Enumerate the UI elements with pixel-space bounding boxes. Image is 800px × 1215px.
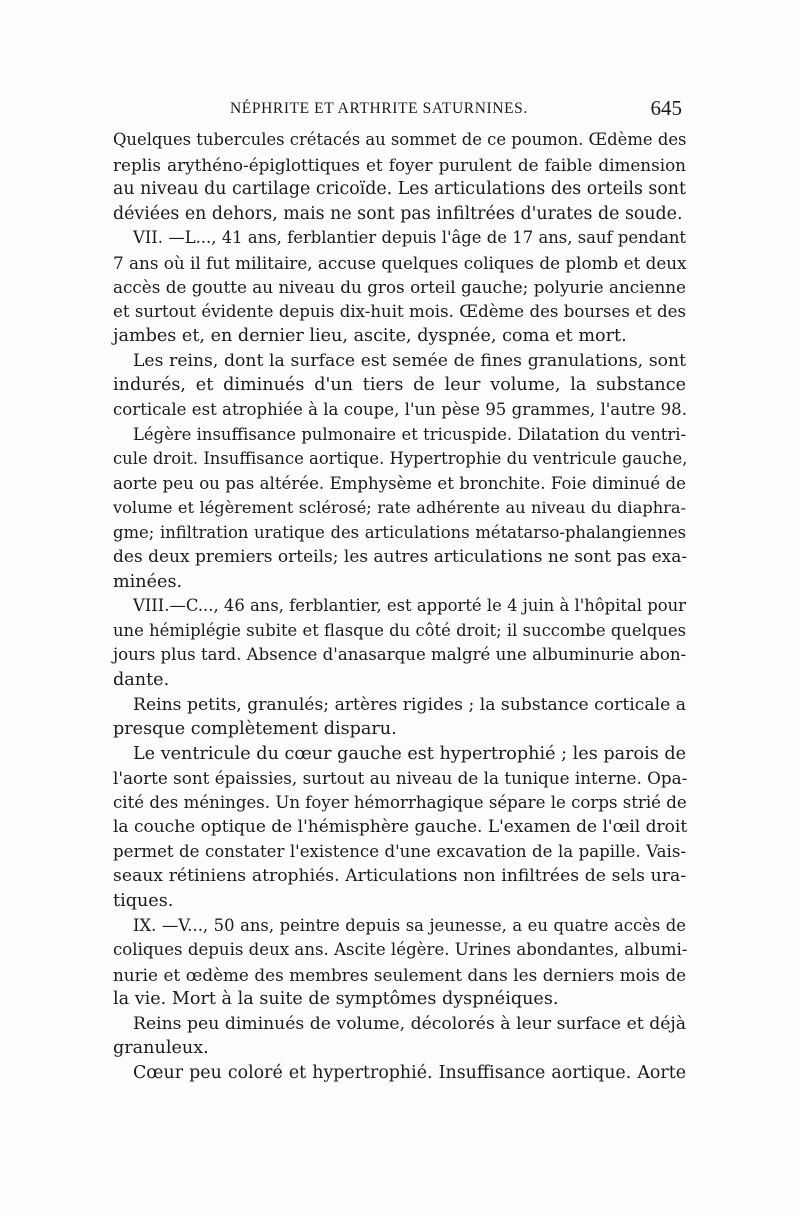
text-line: tiques. (113, 890, 174, 911)
text-line: et surtout évidente depuis dix-huit mois. Œdème des bourses et des (113, 301, 686, 321)
text-line: Cœur peu coloré et hypertrophié. Insuffisance aortique. Aorte (133, 1062, 686, 1083)
text-line: une hémiplégie subite et flasque du côté droit; il succombe quelques (113, 620, 686, 640)
text-line: dante. (113, 670, 170, 691)
text-line: au niveau du cartilage cricoïde. Les articulations des orteils sont (113, 179, 686, 200)
page-number: 645 (650, 96, 682, 120)
text-line: corticale est atrophiée à la coupe, l'un pèse 95 grammes, l'autre 98. (113, 400, 687, 420)
text-line: 7 ans où il fut militaire, accuse quelques coliques de plomb et deux (113, 252, 687, 273)
text-line: des deux premiers orteils; les autres articulations ne sont pas exa- (113, 547, 688, 568)
text-line: déviées en dehors, mais ne sont pas infiltrées d'urates de soude. (113, 203, 683, 224)
text-line: la vie. Mort à la suite de symptômes dyspnéiques. (113, 989, 559, 1010)
text-line: Légère insuffisance pulmonaire et tricuspide. Dilatation du ventri- (133, 424, 686, 444)
text-line: seaux rétiniens atrophiés. Articulations non infiltrées de sels ura- (113, 866, 686, 887)
text-line: cité des méninges. Un foyer hémorrhagique sépare le corps strié de (113, 792, 687, 812)
text-line: permet de constater l'existence d'une excavation de la papille. Vais- (113, 841, 686, 861)
body-text (113, 128, 686, 1085)
text-line: nurie et œdème des membres seulement dans les derniers mois de (113, 964, 686, 985)
text-line: presque complètement disparu. (113, 719, 397, 740)
text-line: accès de goutte au niveau du gros orteil gauche; polyurie ancienne (113, 277, 686, 298)
text-line: cule droit. Insuffisance aortique. Hypertrophie du ventricule gauche, (113, 449, 688, 469)
text-line: Le ventricule du cœur gauche est hypertrophié ; les parois de (133, 743, 686, 764)
text-line: aorte peu ou pas altérée. Emphysème et bronchite. Foie diminué de (113, 473, 686, 493)
text-line: Reins petits, granulés; artères rigides ; la substance corticale a (133, 694, 686, 715)
text-line: la couche optique de l'hémisphère gauche. L'examen de l'œil droit (113, 817, 688, 838)
text-line: Les reins, dont la surface est semée de fines granulations, sont (133, 350, 686, 371)
text-line: Quelques tubercules crétacés au sommet de ce poumon. Œdème des (113, 130, 687, 149)
running-title: NÉPHRITE ET ARTHRITE SATURNINES. (230, 100, 528, 117)
text-line: l'aorte sont épaissies, surtout au niveau de la tunique interne. Opa- (113, 768, 688, 789)
text-line: coliques depuis deux ans. Ascite légère. Urines abondantes, albumi- (113, 940, 688, 960)
text-line: jambes et, en dernier lieu, ascite, dyspnée, coma et mort. (113, 326, 627, 347)
text-line: replis arythéno-épiglottiques et foyer purulent de faible dimension (113, 154, 686, 175)
text-line: granuleux. (113, 1038, 209, 1059)
text-line: indurés, et diminués d'un tiers de leur volume, la substance (113, 375, 686, 396)
text-line: jours plus tard. Absence d'anasarque malgré une albuminurie abon- (113, 645, 687, 665)
text-line: minées. (113, 571, 183, 592)
text-line: VIII.—C..., 46 ans, ferblantier, est apporté le 4 juin à l'hôpital pour (133, 596, 686, 616)
text-line: IX. —V..., 50 ans, peintre depuis sa jeunesse, a eu quatre accès de (133, 915, 686, 935)
text-line: VII. —L..., 41 ans, ferblantier depuis l'âge de 17 ans, sauf pendant (133, 228, 686, 248)
page-header (110, 96, 686, 122)
text-line: volume et légèrement sclérosé; rate adhérente au niveau du diaphra- (113, 498, 686, 518)
text-line: gme; infiltration uratique des articulations métatarso-phalangiennes (113, 522, 686, 542)
text-line: Reins peu diminués de volume, décolorés à leur surface et déjà (133, 1013, 686, 1034)
